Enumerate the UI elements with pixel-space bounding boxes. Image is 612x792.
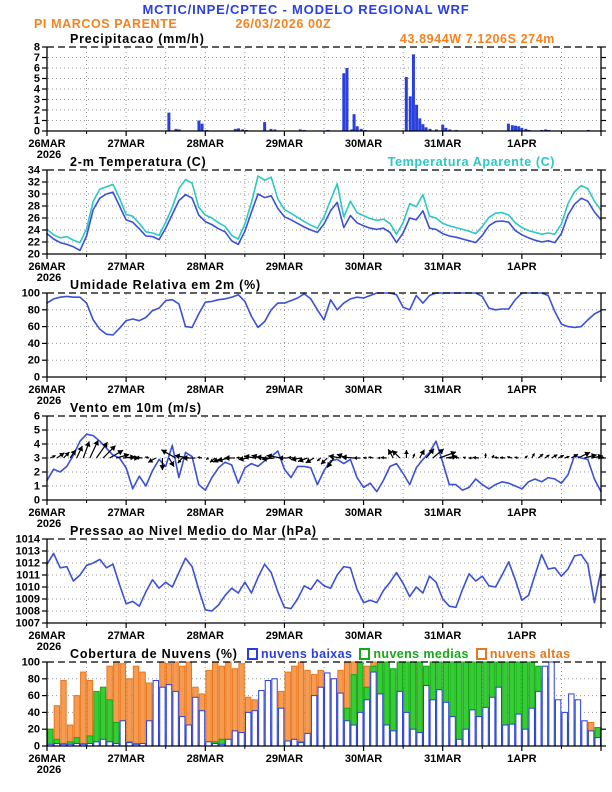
svg-text:0: 0 — [33, 371, 40, 384]
svg-text:27MAR: 27MAR — [107, 261, 145, 273]
svg-text:31MAR: 31MAR — [424, 384, 462, 396]
svg-text:2026: 2026 — [36, 395, 62, 407]
svg-text:0: 0 — [33, 494, 40, 507]
temperature-chart — [0, 164, 612, 284]
high-clouds-label: nuvens altas — [489, 647, 571, 661]
svg-text:40: 40 — [27, 337, 40, 350]
svg-text:40: 40 — [27, 706, 40, 719]
svg-text:28MAR: 28MAR — [186, 507, 224, 519]
pressure-title: Pressao ao Nivel Medio do Mar (hPa) — [70, 524, 317, 538]
svg-text:1APR: 1APR — [507, 507, 537, 519]
station-coordinates: 43.8944W 7.1206S 274m — [399, 32, 555, 46]
svg-text:32: 32 — [27, 176, 40, 189]
humidity-chart — [0, 287, 612, 407]
svg-text:31MAR: 31MAR — [424, 630, 462, 642]
svg-text:2026: 2026 — [36, 149, 62, 161]
svg-text:1011: 1011 — [16, 569, 40, 582]
svg-text:1012: 1012 — [15, 557, 40, 570]
clouds-title: Cobertura de Nuvens (%) — [70, 647, 238, 661]
legend-mid-clouds — [359, 647, 469, 661]
svg-text:20: 20 — [27, 248, 40, 261]
run-datetime: 26/03/2026 00Z — [235, 17, 332, 31]
svg-text:34: 34 — [27, 164, 40, 177]
svg-text:28MAR: 28MAR — [186, 261, 224, 273]
svg-text:27MAR: 27MAR — [107, 138, 145, 150]
precipitation-title-row — [0, 32, 612, 47]
wind-chart — [0, 410, 612, 530]
svg-text:4: 4 — [33, 438, 40, 451]
mid-clouds-label: nuvens medias — [373, 647, 469, 661]
svg-text:0: 0 — [33, 125, 40, 138]
svg-text:31MAR: 31MAR — [424, 138, 462, 150]
svg-text:1: 1 — [33, 480, 40, 493]
svg-text:24: 24 — [27, 224, 40, 237]
svg-text:30MAR: 30MAR — [344, 507, 383, 519]
svg-text:2026: 2026 — [36, 272, 62, 284]
svg-text:1APR: 1APR — [507, 138, 537, 150]
svg-text:28MAR: 28MAR — [186, 138, 224, 150]
humidity-title: Umidade Relativa em 2m (%) — [70, 278, 261, 292]
low-clouds-swatch-icon — [247, 648, 258, 660]
svg-text:27MAR: 27MAR — [107, 384, 145, 396]
pressure-chart — [0, 533, 612, 653]
precipitation-chart — [0, 41, 612, 161]
svg-text:1014: 1014 — [15, 533, 40, 546]
svg-text:22: 22 — [27, 236, 40, 249]
svg-text:7: 7 — [33, 52, 40, 64]
svg-text:29MAR: 29MAR — [265, 138, 304, 150]
svg-text:6: 6 — [33, 410, 40, 423]
svg-text:26MAR: 26MAR — [28, 384, 66, 396]
panel-pressure — [0, 524, 612, 653]
svg-text:26: 26 — [27, 212, 40, 225]
apparent-temperature-legend: Temperatura Aparente (C) — [387, 155, 555, 169]
header-row — [0, 17, 612, 32]
mid-clouds-swatch-icon — [359, 648, 370, 660]
svg-text:1APR: 1APR — [507, 384, 537, 396]
svg-text:30MAR: 30MAR — [344, 138, 383, 150]
legend-low-clouds — [247, 647, 352, 661]
clouds-legend — [247, 647, 570, 661]
wind-title-row — [0, 401, 612, 416]
svg-text:2026: 2026 — [36, 641, 62, 653]
panel-temperature — [0, 155, 612, 284]
svg-text:20: 20 — [27, 354, 40, 367]
svg-text:27MAR: 27MAR — [107, 630, 145, 642]
svg-text:26MAR: 26MAR — [28, 753, 66, 765]
svg-text:1007: 1007 — [15, 617, 40, 630]
svg-text:3: 3 — [33, 452, 40, 465]
svg-text:27MAR: 27MAR — [107, 753, 145, 765]
svg-text:29MAR: 29MAR — [265, 507, 304, 519]
svg-text:100: 100 — [21, 287, 40, 300]
svg-text:28: 28 — [27, 200, 40, 213]
clouds-title-row — [0, 647, 612, 662]
pressure-title-row — [0, 524, 612, 539]
svg-text:1008: 1008 — [15, 605, 40, 618]
svg-text:31MAR: 31MAR — [424, 507, 462, 519]
svg-text:2026: 2026 — [36, 518, 62, 530]
svg-text:28MAR: 28MAR — [186, 630, 224, 642]
panel-humidity — [0, 278, 612, 407]
model-title: MCTIC/INPE/CPTEC - MODELO REGIONAL WRF — [142, 2, 470, 17]
svg-text:5: 5 — [33, 424, 40, 437]
temperature-title: 2-m Temperatura (C) — [70, 155, 207, 169]
clouds-chart — [0, 656, 612, 776]
svg-text:1009: 1009 — [15, 593, 40, 606]
svg-text:20: 20 — [27, 723, 40, 736]
svg-text:6: 6 — [33, 62, 40, 75]
svg-text:26MAR: 26MAR — [28, 507, 66, 519]
svg-text:28MAR: 28MAR — [186, 384, 224, 396]
svg-text:60: 60 — [27, 321, 40, 334]
svg-text:60: 60 — [27, 690, 40, 703]
svg-text:30MAR: 30MAR — [344, 261, 383, 273]
svg-text:1APR: 1APR — [507, 753, 537, 765]
svg-text:29MAR: 29MAR — [265, 753, 304, 765]
svg-text:2026: 2026 — [36, 764, 62, 776]
svg-text:2: 2 — [33, 466, 40, 479]
svg-text:1APR: 1APR — [507, 630, 537, 642]
svg-text:30MAR: 30MAR — [344, 384, 383, 396]
low-clouds-label: nuvens baixas — [261, 647, 353, 661]
high-clouds-swatch-icon — [476, 648, 487, 660]
svg-text:28MAR: 28MAR — [186, 753, 224, 765]
precipitation-title: Precipitacao (mm/h) — [70, 32, 205, 46]
svg-text:26MAR: 26MAR — [28, 261, 66, 273]
humidity-title-row — [0, 278, 612, 293]
svg-text:29MAR: 29MAR — [265, 630, 304, 642]
svg-text:1: 1 — [33, 115, 40, 127]
svg-text:1010: 1010 — [15, 581, 40, 594]
svg-text:30MAR: 30MAR — [344, 630, 383, 642]
svg-text:2: 2 — [33, 104, 40, 117]
legend-high-clouds — [476, 647, 571, 661]
svg-text:1013: 1013 — [15, 545, 40, 558]
svg-text:26MAR: 26MAR — [28, 138, 66, 150]
svg-text:5: 5 — [33, 73, 40, 85]
svg-text:26MAR: 26MAR — [28, 630, 66, 642]
svg-text:0: 0 — [33, 740, 40, 753]
panel-clouds — [0, 647, 612, 776]
wind-title: Vento em 10m (m/s) — [70, 401, 202, 415]
svg-text:8: 8 — [33, 41, 40, 54]
svg-text:100: 100 — [21, 656, 40, 669]
svg-text:3: 3 — [33, 94, 40, 106]
svg-text:80: 80 — [27, 304, 40, 317]
svg-text:27MAR: 27MAR — [107, 507, 145, 519]
svg-text:31MAR: 31MAR — [424, 753, 462, 765]
panel-wind — [0, 401, 612, 530]
svg-text:30MAR: 30MAR — [344, 753, 383, 765]
svg-text:4: 4 — [33, 83, 40, 96]
svg-text:31MAR: 31MAR — [424, 261, 462, 273]
svg-text:29MAR: 29MAR — [265, 384, 304, 396]
svg-text:29MAR: 29MAR — [265, 261, 304, 273]
temperature-title-row — [0, 155, 612, 170]
svg-text:80: 80 — [27, 673, 40, 686]
svg-text:30: 30 — [27, 188, 40, 201]
station-name: PI MARCOS PARENTE — [34, 17, 178, 31]
svg-text:1APR: 1APR — [507, 261, 537, 273]
panel-precipitation — [0, 32, 612, 161]
